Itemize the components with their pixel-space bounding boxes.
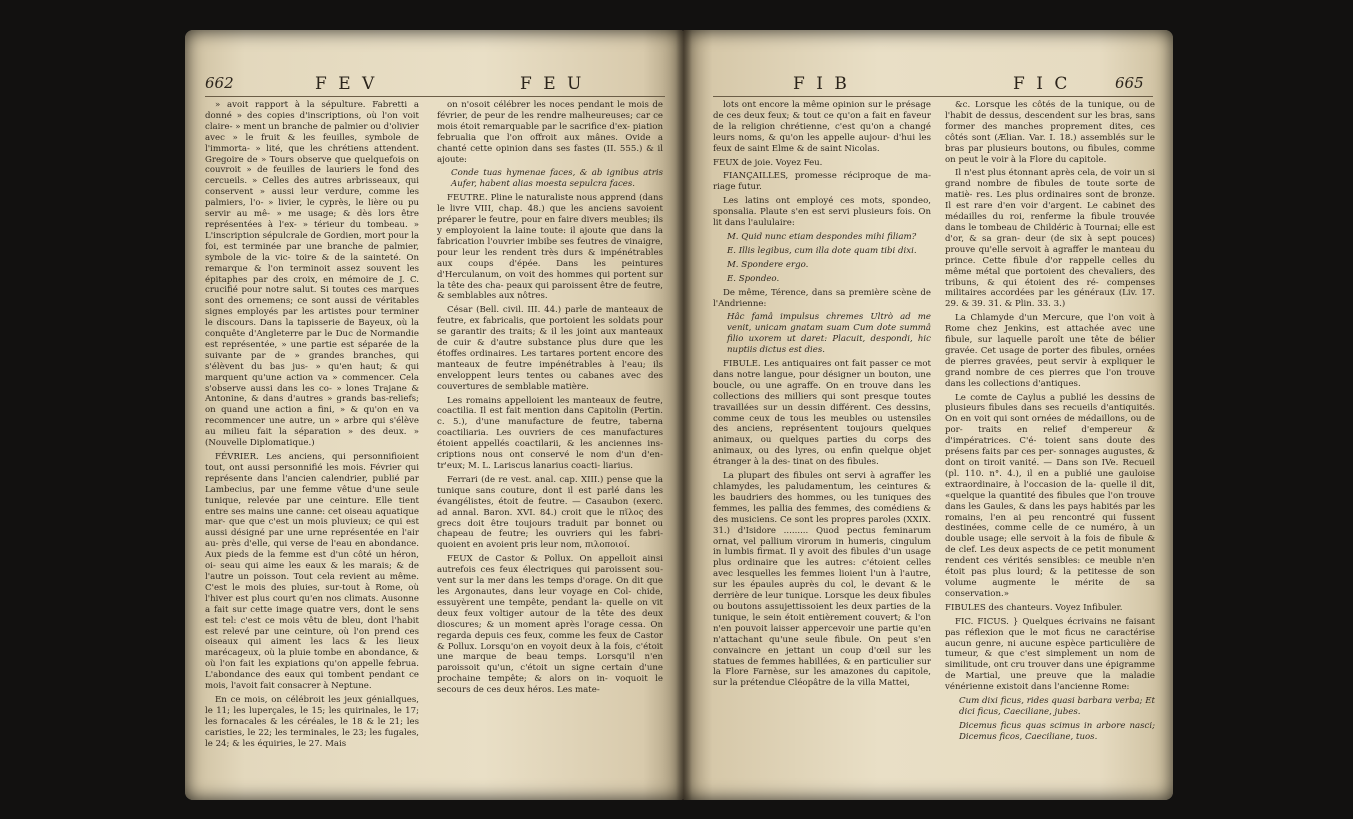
left-col2-para: on n'osoit célébrer les noces pendant le mois de février, de peur de les rendre malheureuses; car ce mois étoit remarquable par le sacrifice d'ex- piation februalia que l'on offroit aux mânes. Ovide a chanté cette opinion dans ses fastes (II. 555.) & il ajoute: [437,100,663,165]
left-col2-para: FEUX de Castor & Pollux. On appelloit ainsi autrefois ces feux électriques qui paroissent sou- vent sur la mer dans les temps d'orage. On dit que les Argonautes, dans leur voyage en Col- chide, essuyèrent une tempête, pendant la- quelle on vit deux feux voltiger autour de la tête des deux dioscures; & un moment après l'orage cessa. On regarda depuis ces feux, comme les feux de Castor & Pollux. Lorsqu'on en voyoit deux à la fois, c'étoit une marque de beau temps. Lorsqu'il n'en paroissoit qu'un, c'étoit un signe certain d'une prochaine tempête; & alors on in- voquoit le secours de ces deux héros. Les mate- [437,554,663,696]
right-col1-quote: E. Spondeo. [727,273,780,284]
right-col1-para: La plupart des fibules ont servi à agraffer les chlamydes, les paludamentum, les ceintures & les baudriers des hommes, ou les tuniques des femmes, les pallia des femmes, des comédiens & des musiciens. Ce sont les propres paroles (XXIX. 31.) d'Isidore ......... Quod pectus feminarum ornat, vel pallium virorum in humeris, cingulum in lumbis firmat. Il y avoit des fibules d'un usage plus ordinaire que les autres: c'étoient celles avec lesquelles les femmes lioient l'un à l'autre, sur les épaules auprès du col, le devant & le derrière de leur tunique. Lorsque les deux fibules ou boutons assujettissoient les deux parties de la tunique, le sein étoit entièrement couvert; & l'on n'en pouvoit laisser appercevoir une partie qu'en n'attachant qu'une seule fibule. On peut s'en convaincre en jettant un coup d'œil sur les statues de femmes habillées, & en particulier sur la Flore Farnèse, sur les amazones du capitole, sur la prétendue Cléopâtre de la villa Mattei, [713,471,931,689]
right-col1-para: FIANÇAILLES, promesse réciproque de ma- riage futur. [713,171,931,193]
right-col2-entry: FIBULES des chanteurs. Voyez Infibuler. [945,602,1123,613]
right-col1-quote: M. Quid nunc etiam despondes mihi filiam? [727,231,917,242]
left-column-1 [205,100,419,752]
right-col2-para: Il n'est plus étonnant après cela, de voir un si grand nombre de fibules de toute sorte de matiè- res. Les plus ordinaires sont de bronze. Il est rare d'en voir d'argent. Le cabinet des médailles du roi, renferme la fibule trouvée dans le tombeau de Childéric à Tournai; elle est d'or, & sa gran- deur (de six à sept pouces) prouve qu'elle servoit à agraffer le manteau du prince. Cette fibule d'or rappelle celles du même métal que portoient des chevaliers, des tribuns, & qui étoient des ré- compenses militaires accordées par les généraux (Liv. 17. 29. & 39. 31. & Plin. 33. 3.) [945,168,1155,310]
right-col1-quote: Hâc famâ impulsus chremes Ultrò ad me venit, unicam gnatam suam Cum dote summâ filio uxorem ut daret: Placuit, despondi, hic nuptiis dictus est dies. [727,312,931,356]
right-column-1 [713,100,931,692]
right-col2-para: La Chlamyde d'un Mercure, que l'on voit à Rome chez Jenkins, est attachée avec une fibule, sur laquelle paroît une tête de bélier gravée. Cet usage de porter des fibules, ornées de pierres gravées, peut servir à expliquer le grand nombre de ces pierres que l'on trouve dans les collections d'antiques. [945,313,1155,389]
right-col1-entry: FEUX de joie. Voyez Feu. [713,157,823,168]
left-column-2 [437,100,663,699]
left-page-number: 662 [205,74,234,92]
left-col2-para: Ferrari (de re vest. anal. cap. XIII.) pense que la tunique sans couture, dont il est parlé dans les évangélistes, étoit de feutre. — Casaubon (exerc. ad annal. Baron. XVI. 84.) croit que le πῖλος des grecs doit être toujours traduit par bonnet ou chapeau de feutre; les ouvriers qui les fabri- quoient en avoient pris leur nom, πιλοποιοί. [437,474,663,551]
left-col2-quote: Conde tuas hymenae faces, & ab ignibus atris Aufer, habent alias moesta sepulcra faces. [451,168,663,190]
right-column-2 [945,100,1155,746]
right-col1-para: Les latins ont employé ces mots, spondeo, sponsalia. Plaute s'en est servi plusieurs fois. On lit dans l'aululaire: [713,196,931,229]
left-header-2: F E U [520,74,585,94]
right-col2-para: Le comte de Caylus a publié les dessins de plusieurs fibules dans ses recueils d'antiquités. On en voit qui sont ornées de médaillons, ou de por- traits en relief d'empereur & d'impératrices. C'é- toient sans doute des présens faits par ces per- sonnages augustes, & dont on tiroit vanité. — Dans son IVe. Recueil (pl. 110. n°. 4.), il en a publié une gauloise extraordinaire, à l'occasion de la- quelle il dit, «quelque la quantité des fibules que l'on trouve dans les Gaules, & dans les pays habités par les romains, l'en ai peu rencontré qui fussent destinées, comme celle de ce numéro, à un double usage; elle servoit à la fois de fibule & de clef. Les deux aspects de ce petit monument rendent ces vérités sensibles: ce meuble n'en étoit pas plus lourd; & la petitesse de son volume augmente le mérite de sa conservation.» [945,392,1155,599]
right-header-rule [713,96,1153,97]
right-header-2: F I C [1013,74,1071,94]
left-page [185,30,683,800]
left-col2-para: FEUTRE. Pline le naturaliste nous apprend (dans le livre VIII, chap. 48.) que les anciens savoient préparer le feutre, pour en faire divers meubles; ils y employoient la laine toute: il ajoute que dans la fabrication l'ouvrier imbibe ses feutres de vinaigre, pour leur les rendent très durs & impénétrables aux coups d'épée. Dans les peintures d'Herculanum, on voit des hommes qui portent sur la tête des cha- peaux qui paroissent être de feutre, & semblables aux nôtres. [437,193,663,302]
left-col2-para: Les romains appelloient les manteaux de feutre, coactilia. Il est fait mention dans Capitolin (Pertin. c. 5.), d'une manufacture de feutre, taberna coactiliaria. Les ouvriers de ces manufactures étoient appellés coactilarii, & les anciennes ins- criptions nous ont conservé le nom d'un d'en- tr'eux; M. L. Lariscus lanarius coacti- liarius. [437,395,663,471]
right-col1-quote: M. Spondere ergo. [727,259,809,270]
right-col1-para: lots ont encore la même opinion sur le présage de ces deux feux; & tout ce qu'on a fait en faveur de la religion chrétienne, c'est qu'on a changé leurs noms, & qu'on les appelle aujour- d'hui les feux de saint Elme & de saint Nicolas. [713,100,931,154]
right-page [683,30,1173,800]
right-col2-quote: Cum dixi ficus, rides quasi barbara verba; Et dici ficus, Caeciliane, jubes. [959,696,1155,717]
right-col1-quote: E. Illis legibus, cum illa dote quam tibi dixi. [727,245,917,256]
left-col1-para: » avoit rapport à la sépulture. Fabretti a donné » des copies d'inscriptions, où l'on voit claire- » ment un branche de palmier ou d'olivier avec » le fruit & les feuilles, symbole de l'immorta- » lité, que les chrétiens attendent. Gregoire de » Tours observe que quelquefois on couvroit » de feuilles de lauriers le fond des cercueils. » Celles des autres arbrisseaux, qui conservent » aussi leur verdure, comme les palmiers, l'o- » livier, le cyprès, le lière ou pu servir au mê- » me usage; & dès lors être représentées à l'ex- » térieur du tombeau. » L'inscription sépulcrale de Gordien, mort pour la foi, est terminée par une branche de palmier, symbole de la vic- toire & de la sainteté. On remarque & l'on terminoit assez souvent les épitaphes par des croix, en mémoire de J. C. crucifié pour notre salut. Si toutes ces marques sont des ornemens; ce sont aussi de véritables signes employés par les artistes pour terminer le discours. Dans la tapisserie de Bayeux, où la conquête d'Angleterre par le Duc de Normandie est représentée, » une partie est séparée de la suivante par de » grandes branches, qui s'élèvent du bas jus- » qu'en haut; & qui marquent qu'une action va » commencer. Cela s'observe aussi dans les co- » lones Trajane & Antonine, & dans d'autres » grands bas-reliefs; on quand une action a fini, » & qu'on en va recommencer une autre, un » arbre qui s'élève au milieu fait la séparation » des deux. » (Nouvelle Diplomatique.) [205,100,419,449]
left-header-1: F E V [315,74,378,94]
right-col2-quote: Dicemus ficus quas scimus in arbore nasci; Dicemus ficos, Caeciliane, tuos. [959,720,1155,742]
left-col1-para: FÉVRIER. Les anciens, qui personnifioient tout, ont aussi personnifié les mois. Février qui représente dans l'ancien calendrier, publié par Lambecius, par une femme vêtue d'une seule tunique, relevée par une ceinture. Elle tient entre ses mains une canne: cet oiseau aquatique mar- que que c'est un mois pluvieux; ce qui est aussi désigné par une urne représentée en l'air au- près d'elle, qui verse de l'eau en abondance. Aux pieds de la femme est d'un côté un héron, oi- seau qui aime les eaux & les marais; & de l'autre un poisson. Tout cela revient au même. C'est le mois des pluies, sur-tout à Rome, où l'hiver est plus court qu'en nos climats. Ausonne a fait sur cette image quatre vers, dont le sens est tel: c'est ce mois vêtu de bleu, dont l'habit est relevé par une ceinture, où l'on prend ces oiseaux qui aiment les lacs & les lieux marécageux, où la pluie tombe en abondance, & où l'on fait les expiations qu'on appelle februa. L'abondance des eaux qui tombent pendant ce mois, l'avoit fait consacrer à Neptune. [205,452,419,692]
right-col1-para: FIBULE. Les antiquaires ont fait passer ce mot dans notre langue, pour désigner un bouton, une boucle, ou une agraffe. On en trouve dans les collections des milliers qui sont presque toutes travaillées sur un dessin différent. Ces dessins, comme ceux de tous les meubles ou ustensiles des anciens, représentent toujours quelques animaux, ou quelques parties du corps des animaux, ou des lyres, ou enfin quelque objet étranger à la des- tinat on des fibules. [713,359,931,468]
left-col2-para: César (Bell. civil. III. 44.) parle de manteaux de feutre, ex fabricalis, que portoient les soldats pour se garantir des traits; & il les joint aux manteaux de cuir & d'autre substance plus dure que les étoffes ordinaires. Les tartares portent encore des manteaux de feutre impénétrables à l'eau; ils enveloppent leurs tentes ou cabanes avec des couvertures de semblable matière. [437,305,663,392]
right-col1-para: De même, Térence, dans sa première scène de l'Andrienne: [713,287,931,309]
right-header-1: F I B [793,74,850,94]
right-col2-para: FIC. FICUS. } Quelques écrivains ne faisant pas réflexion que le mot ficus ne caractérise aucun genre, ni aucune espèce particulière de tumeur, & que c'est simplement un nom de similitude, ont cru trouver dans une épigramme de Martial, une preuve que la maladie vénérienne existoit dans l'ancienne Rome: [945,616,1155,693]
right-col2-para: &c. Lorsque les côtés de la tunique, ou de l'habit de dessus, descendent sur les bras, sans former des manches proprement dites, ces côtés sont (Ælian. Var. I. 18.) assemblés sur le bras par plusieurs boutons, ou fibules, comme on peut le voir à la Flore du capitole. [945,100,1155,165]
right-page-number: 665 [1115,74,1144,92]
left-col1-para: En ce mois, on célébroit les jeux géniallques, le 11; les luperçales, le 15; les quirinales, le 17; les fornacales & les céréales, le 18 & le 21; les caristies, le 22; les terminales, le 23; les fugales, le 24; & les équiries, le 27. Mais [205,694,419,749]
left-header-rule [205,96,665,97]
